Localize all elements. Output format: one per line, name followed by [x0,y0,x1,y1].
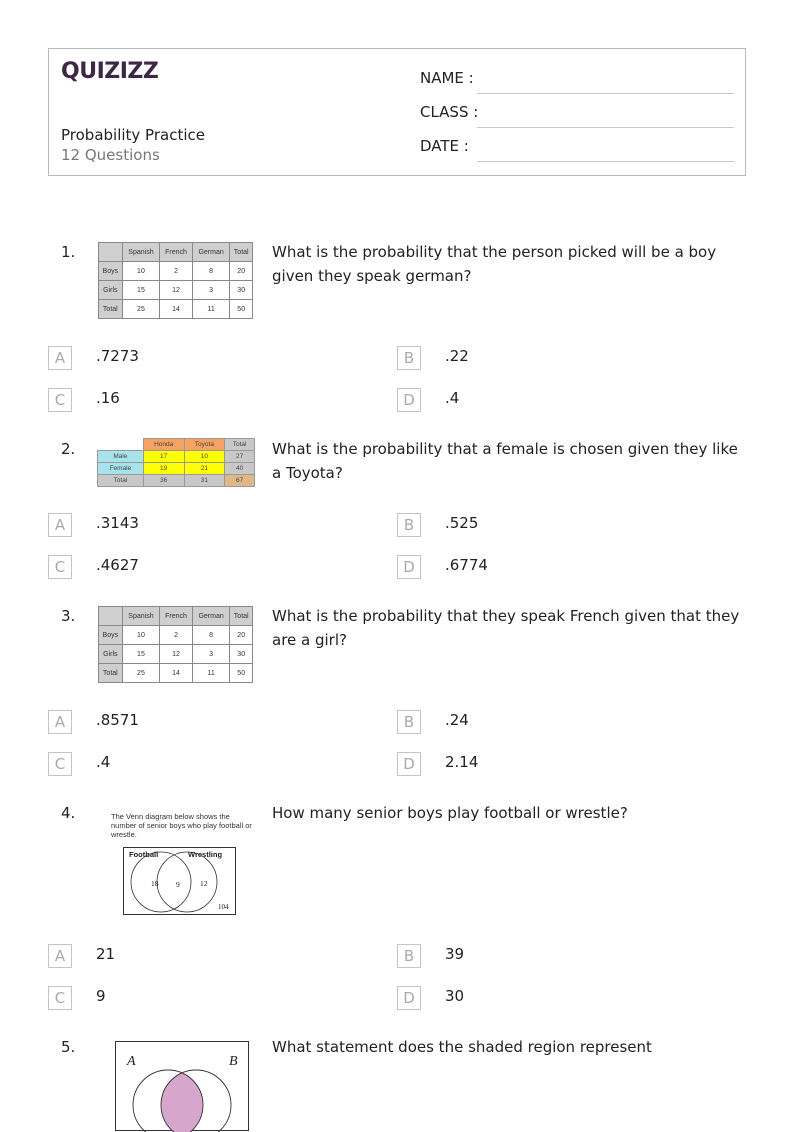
venn-outside: 104 [218,903,229,911]
venn-right-label: Wrestling [188,850,223,859]
class-field[interactable] [420,103,734,127]
worksheet-title: Probability Practice [61,126,205,144]
question-number: 5. [61,1038,76,1056]
question-text: What is the probability that the person picked will be a boy given they speak german? [272,243,717,285]
venn-both: 9 [176,880,180,889]
date-line [477,161,734,162]
option-value: 21 [96,945,116,963]
option-letter-box: B [397,346,421,370]
option-letter-box: C [48,986,72,1010]
option-value: .7273 [96,347,139,365]
option-value: .22 [445,347,469,365]
question-number: 3. [61,607,76,625]
venn-left-label: Football [129,850,159,859]
date-field[interactable] [420,137,734,161]
option-letter-box: D [397,388,421,412]
question-number: 2. [61,440,76,458]
option-value: 2.14 [445,753,479,771]
option-value: .4627 [96,556,139,574]
option-letter-box: A [48,513,72,537]
question-text: What statement does the shaded region represent [272,1038,652,1056]
name-line [477,93,734,94]
question-text: What is the probability that they speak French given that they are a girl? [272,607,740,649]
date-label: DATE : [420,137,469,155]
option-value: .24 [445,711,469,729]
option-letter-box: D [397,986,421,1010]
option-letter-box: A [48,710,72,734]
class-label: CLASS : [420,103,479,121]
option-letter-box: D [397,752,421,776]
option-value: .4 [445,389,460,407]
class-line [477,127,734,128]
option-value: .6774 [445,556,488,574]
option-value: .3143 [96,514,139,532]
worksheet-header [48,48,746,176]
question-number: 4. [61,804,76,822]
option-value: 9 [96,987,106,1005]
option-letter-box: B [397,513,421,537]
venn-label-a: A [127,1054,136,1069]
option-value: 30 [445,987,465,1005]
option-letter-box: C [48,388,72,412]
question-number: 1. [61,243,76,261]
option-value: .8571 [96,711,139,729]
option-letter-box: B [397,944,421,968]
venn-diagram-a-b [115,1041,249,1131]
option-letter-box: A [48,944,72,968]
option-letter-box: C [48,555,72,579]
name-label: NAME : [420,69,474,87]
car-preference-table-image: Honda Toyota Total Male 17 10 27 Female 19 21 40 Total 36 31 67 [97,438,255,487]
quizizz-logo: QUIZIZZ [61,59,159,84]
name-field[interactable] [420,69,734,93]
option-value: 39 [445,945,465,963]
question-text: How many senior boys play football or wrestle? [272,804,628,822]
language-table-image: Spanish French German Total Boys 10 2 8 20 Girls 15 12 3 30 Total 25 14 11 50 [98,606,253,683]
option-value: .525 [445,514,479,532]
option-value: .16 [96,389,120,407]
venn-label-b: B [229,1054,238,1069]
venn-right-only: 12 [200,879,208,888]
venn-diagram-football-wrestling [123,847,236,915]
option-value: .4 [96,753,111,771]
option-letter-box: B [397,710,421,734]
venn-left-only: 18 [151,879,159,888]
venn-caption: The Venn diagram below shows the number of senior boys who play football or wrestle. [111,812,252,839]
question-count: 12 Questions [61,146,160,164]
option-letter-box: A [48,346,72,370]
language-table-image: Spanish French German Total Boys 10 2 8 20 Girls 15 12 3 30 Total 25 14 11 50 [98,242,253,319]
option-letter-box: D [397,555,421,579]
question-text: What is the probability that a female is chosen given they like a Toyota? [272,440,738,482]
option-letter-box: C [48,752,72,776]
